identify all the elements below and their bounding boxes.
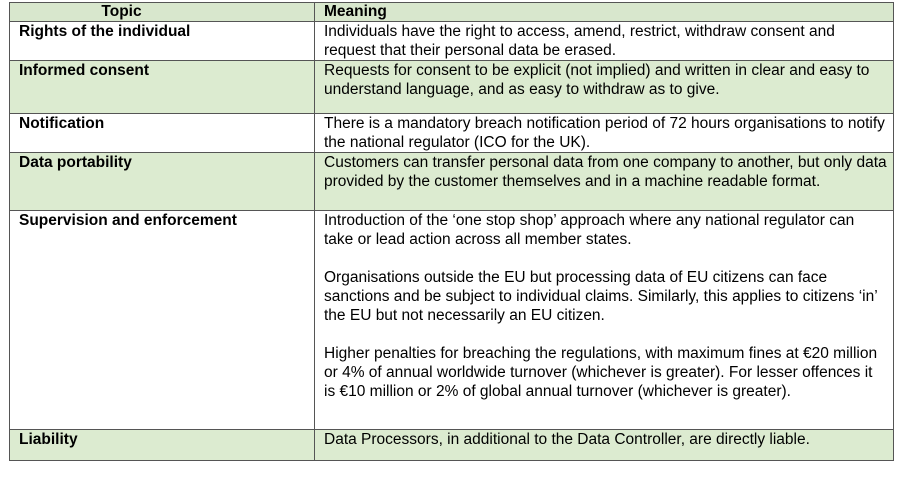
column-header-meaning: Meaning [315,3,894,22]
meaning-cell [315,430,894,461]
topic-cell: Data portability [10,153,315,211]
topic-cell: Notification [10,114,315,153]
meaning-cell [315,61,894,114]
table-row [10,430,894,461]
topic-cell: Supervision and enforcement [10,211,315,430]
topic-cell: Rights of the individual [10,22,315,61]
meaning-text: Data Processors, in additional to the Data Controller, are directly liable. [324,431,810,448]
meaning-text: Customers can transfer personal data from one company to another, but only data provided by the customer themselves and in a machine readable format. [324,154,887,190]
meaning-cell [315,211,894,430]
meaning-text: Higher penalties for breaching the regulations, with maximum fines at €20 million or 4% of annual worldwide turnover (whichever is greater). For lesser offences it is €10 million or 2% of global annual turnover (whichever is greater). [324,345,878,400]
meaning-text: Organisations outside the EU but processing data of EU citizens can face sanctions and be subject to individual claims. Similarly, this applies to citizens ‘in’ the EU but not necessarily an EU citizen. [324,269,878,324]
meaning-text: There is a mandatory breach notification period of 72 hours organisations to notify the national regulator (ICO for the UK). [324,115,885,151]
meaning-cell [315,22,894,61]
meaning-text: Requests for consent to be explicit (not implied) and written in clear and easy to understand language, and as easy to withdraw as to give. [324,62,870,98]
gdpr-summary-table [9,2,894,461]
table-header-row [10,3,894,22]
table-row [10,211,894,430]
meaning-text: Introduction of the ‘one stop shop’ approach where any national regulator can take or lead action across all member states. [324,212,855,248]
meaning-cell [315,153,894,211]
table-row [10,22,894,61]
column-header-topic: Topic [10,3,315,22]
topic-cell: Liability [10,430,315,461]
meaning-cell [315,114,894,153]
meaning-text: Individuals have the right to access, amend, restrict, withdraw consent and request that their personal data be erased. [324,23,835,59]
topic-cell: Informed consent [10,61,315,114]
table-row [10,61,894,114]
table-row [10,153,894,211]
table-row [10,114,894,153]
